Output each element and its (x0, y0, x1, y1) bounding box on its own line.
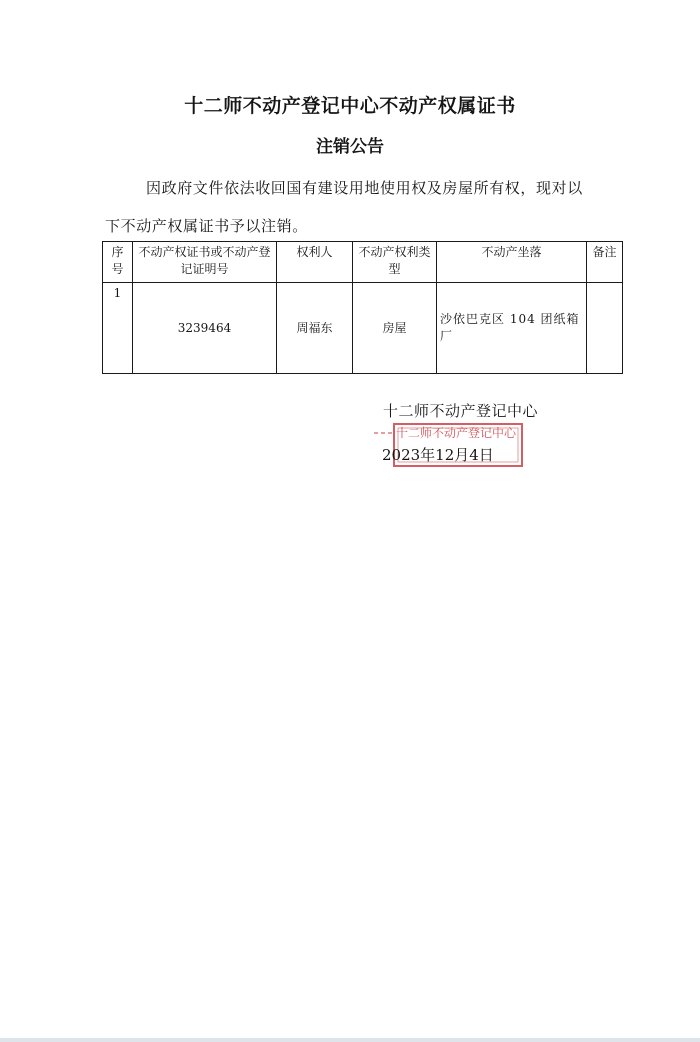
cell-location: 沙依巴克区 104 团纸箱厂 (437, 283, 587, 374)
cancellation-table (102, 241, 623, 374)
issue-date: 2023年12月4日 (382, 446, 494, 464)
document-subtitle: 注销公告 (316, 137, 384, 157)
document-title: 十二师不动产登记中心不动产权属证书 (184, 95, 516, 117)
cell-remark (587, 283, 623, 374)
header-location: 不动产坐落 (437, 242, 587, 283)
header-right-type: 不动产权利类型 (353, 242, 437, 283)
header-seq: 序号 (103, 242, 133, 283)
stamp-text: 十二师不动产登记中心 (396, 426, 517, 440)
cell-cert-no: 3239464 (133, 283, 277, 374)
notice-body-line-2: 下不动产权属证书予以注销。 (105, 217, 308, 235)
table-row (103, 283, 623, 374)
header-holder: 权利人 (277, 242, 353, 283)
table-header-row (103, 242, 623, 283)
header-cert-no: 不动产权证书或不动产登记证明号 (133, 242, 277, 283)
cell-right-type: 房屋 (353, 283, 437, 374)
header-remark: 备注 (587, 242, 623, 283)
page-bottom-edge (0, 1038, 700, 1042)
cell-holder: 周福东 (277, 283, 353, 374)
notice-body-line-1: 因政府文件依法收回国有建设用地使用权及房屋所有权，现对以 (146, 179, 583, 197)
issuer-name: 十二师不动产登记中心 (383, 402, 539, 420)
cell-seq: 1 (103, 283, 133, 374)
